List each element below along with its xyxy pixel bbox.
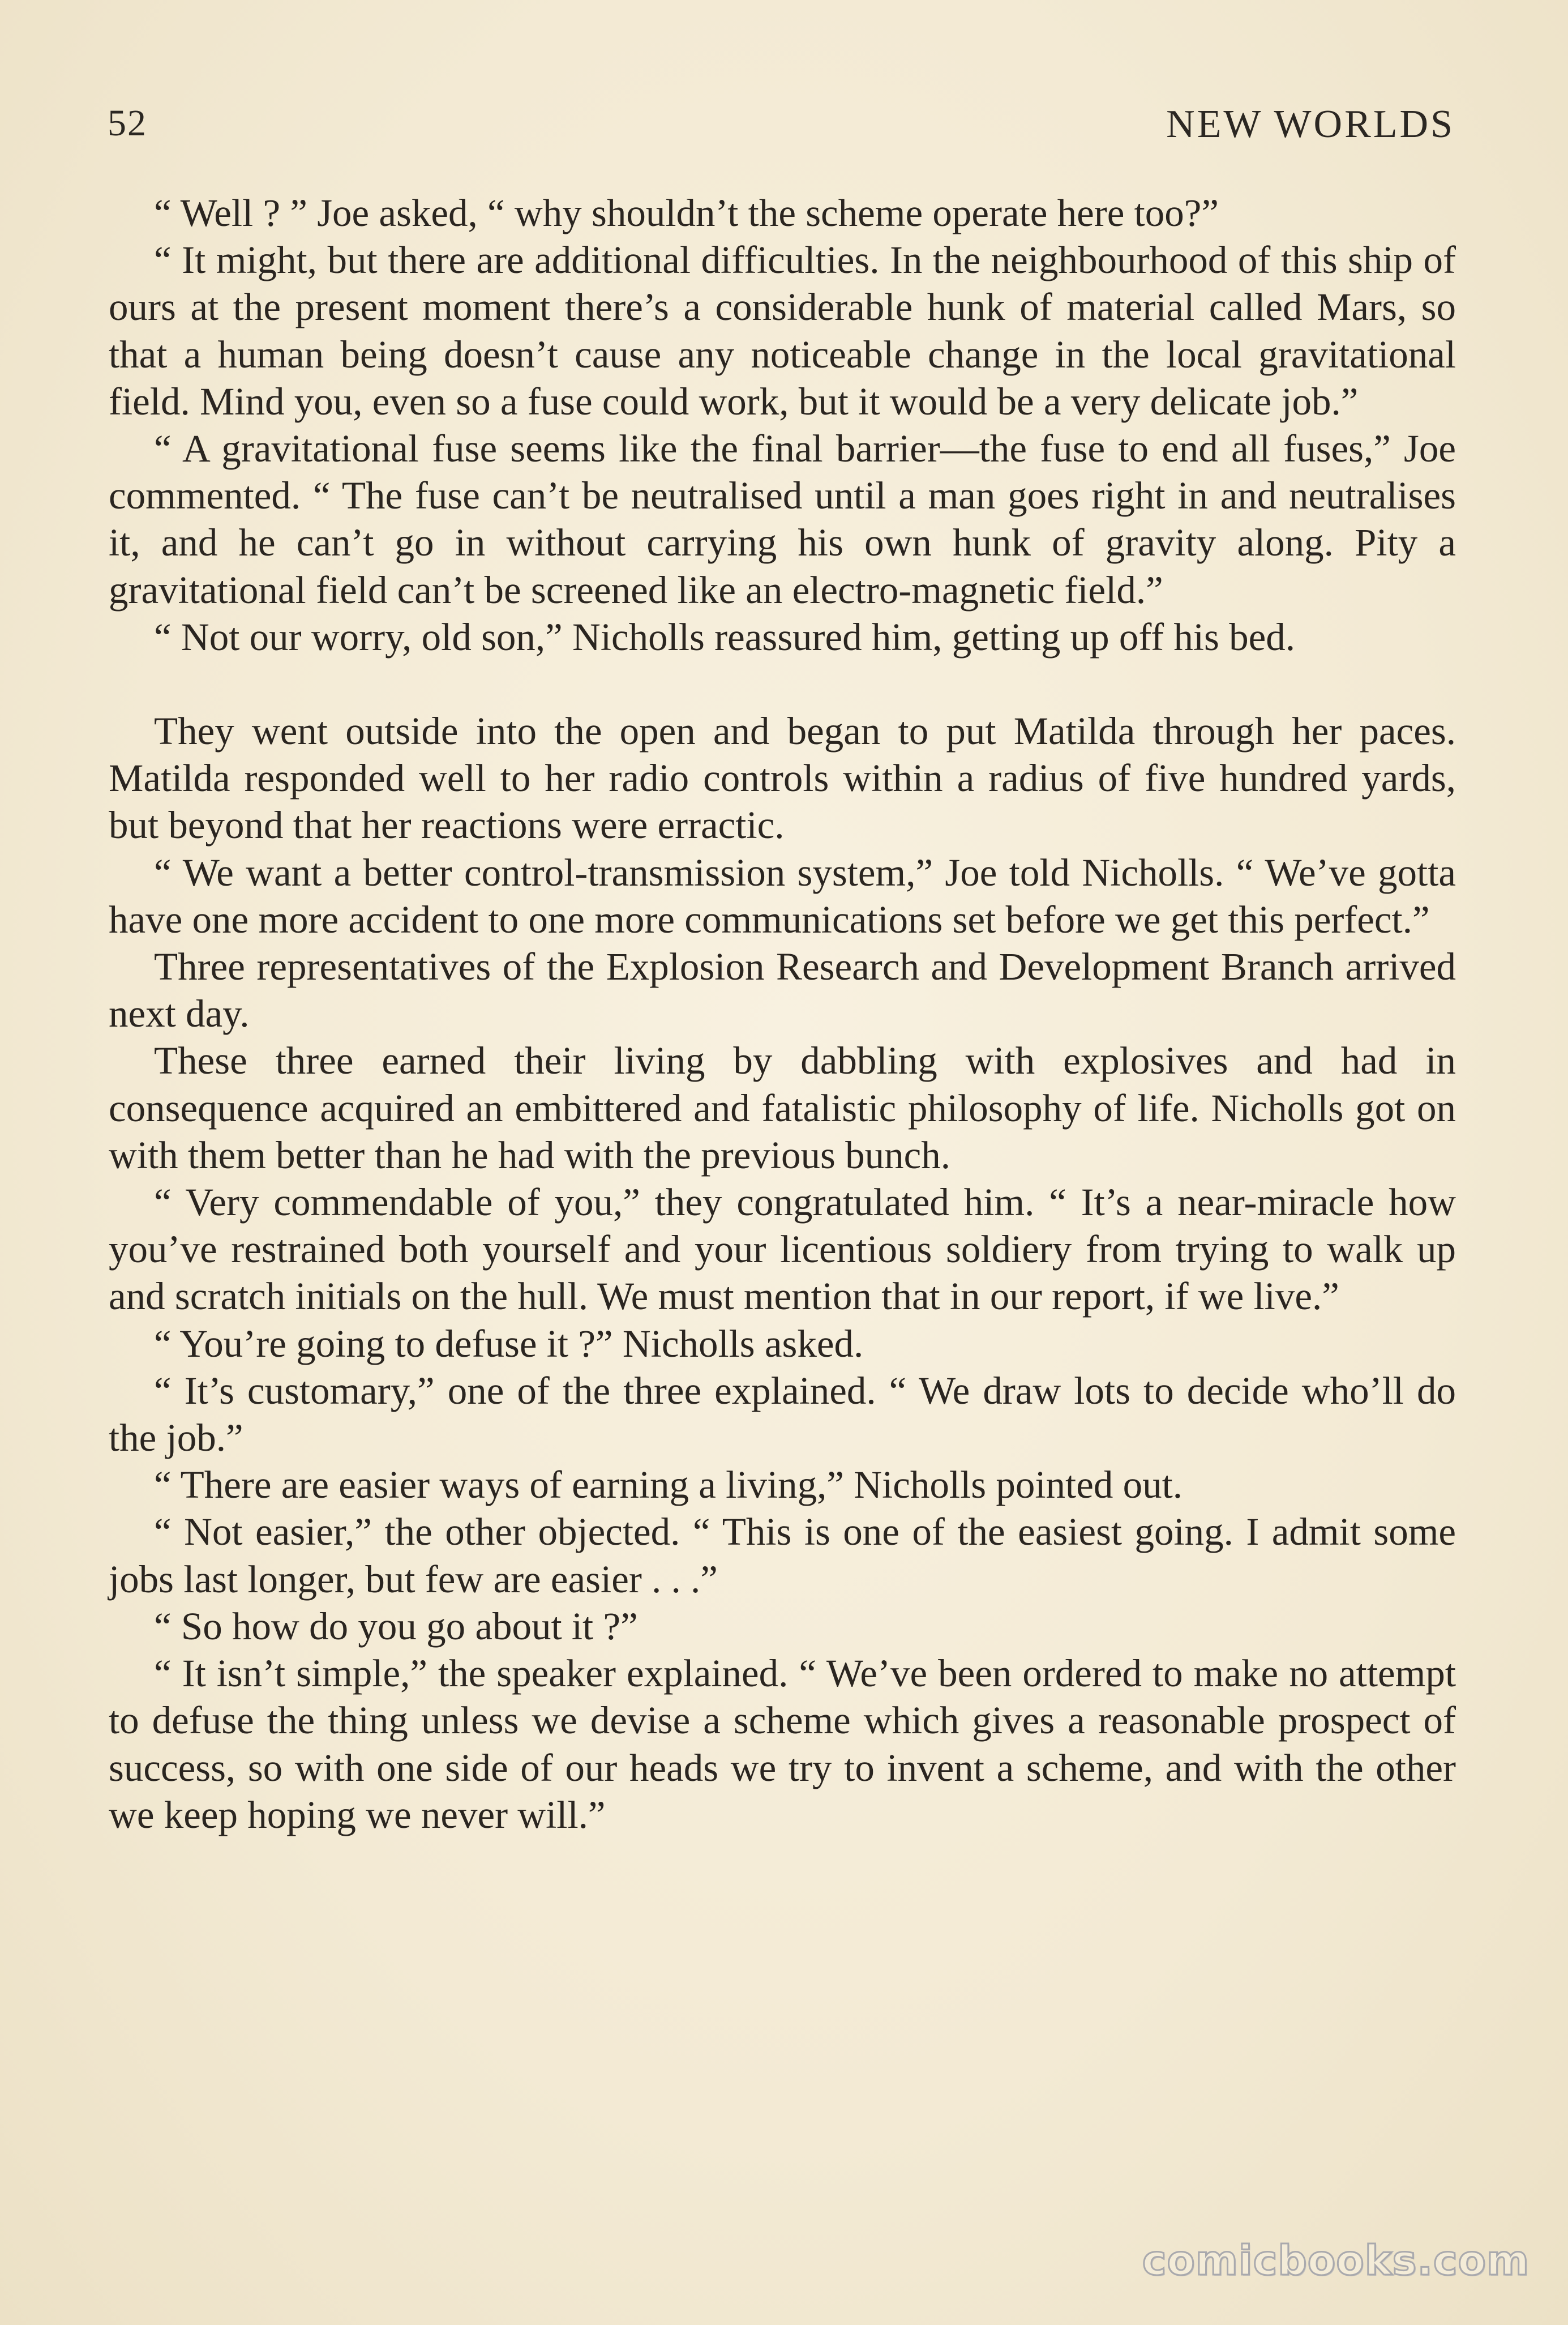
running-head: NEW WORLDS xyxy=(1166,102,1455,146)
paragraph: “ A gravitational fuse seems like the final barrier—the fuse to end all fuses,” Joe commented. “ The fuse can’t be neutralised until a man goes right in and neutralises it, and he can’t go in without carrying his own hunk of gravity along. Pity a gravitational field can’t be screened like an electro-magnetic field.” xyxy=(109,427,1456,612)
paragraph: “ Not easier,” the other objected. “ This is one of the easiest going. I admit some jobs last longer, but few are easier . . .” xyxy=(109,1510,1456,1601)
paragraph: “ Very commendable of you,” they congratulated him. “ It’s a near-miracle how you’ve restrained both yourself and your licentious soldiery from trying to walk up and scratch initials on the hull. We must mention that in our report, if we live.” xyxy=(109,1181,1456,1318)
paragraph: “ We want a better control-transmission system,” Joe told Nicholls. “ We’ve gotta have one more accident to one more communications set before we get this perfect.” xyxy=(109,850,1456,941)
paragraph: These three earned their living by dabbling with explosives and had in consequence acquired an embittered and fatalistic philosophy of life. Nicholls got on with them better than he had with the previous bunch. xyxy=(109,1039,1456,1177)
paragraph: “ There are easier ways of earning a living,” Nicholls pointed out. xyxy=(154,1463,1183,1507)
paragraph: They went outside into the open and began to put Matilda through her paces. Matilda responded well to her radio controls within a radius of five hundred yards, but beyond that her reactions were erractic. xyxy=(109,710,1456,847)
paragraph: “ Not our worry, old son,” Nicholls reassured him, getting up off his bed. xyxy=(154,615,1295,659)
paragraph: “ It’s customary,” one of the three explained. “ We draw lots to decide who’ll do the job.” xyxy=(109,1369,1456,1460)
paragraph: “ It might, but there are additional difficulties. In the neighbourhood of this ship of ours at the present moment there’s a considerable hunk of material called Mars, so that a human being doesn’t cause any noticeable change in the local gravitational field. Mind you, even so a fuse could work, but it would be a very delicate job.” xyxy=(109,238,1456,423)
paragraph: “ You’re going to defuse it ?” Nicholls asked. xyxy=(154,1322,864,1365)
paragraph: “ It isn’t simple,” the speaker explained. “ We’ve been ordered to make no attempt to defuse the thing unless we devise a scheme which gives a reasonable prospect of success, so with one side of our heads we try to invent a scheme, and with the other we keep hoping we never will.” xyxy=(109,1652,1456,1836)
body-text xyxy=(109,190,1456,1839)
paragraph: “ So how do you go about it ?” xyxy=(154,1604,638,1648)
page-number: 52 xyxy=(108,102,147,144)
paragraph: Three representatives of the Explosion Research and Development Branch arrived next day. xyxy=(109,945,1456,1036)
watermark: comicbooks.com xyxy=(1142,2237,1530,2284)
paragraph: “ Well ? ” Joe asked, “ why shouldn’t the scheme operate here too?” xyxy=(154,191,1219,234)
page-header xyxy=(108,102,1455,153)
